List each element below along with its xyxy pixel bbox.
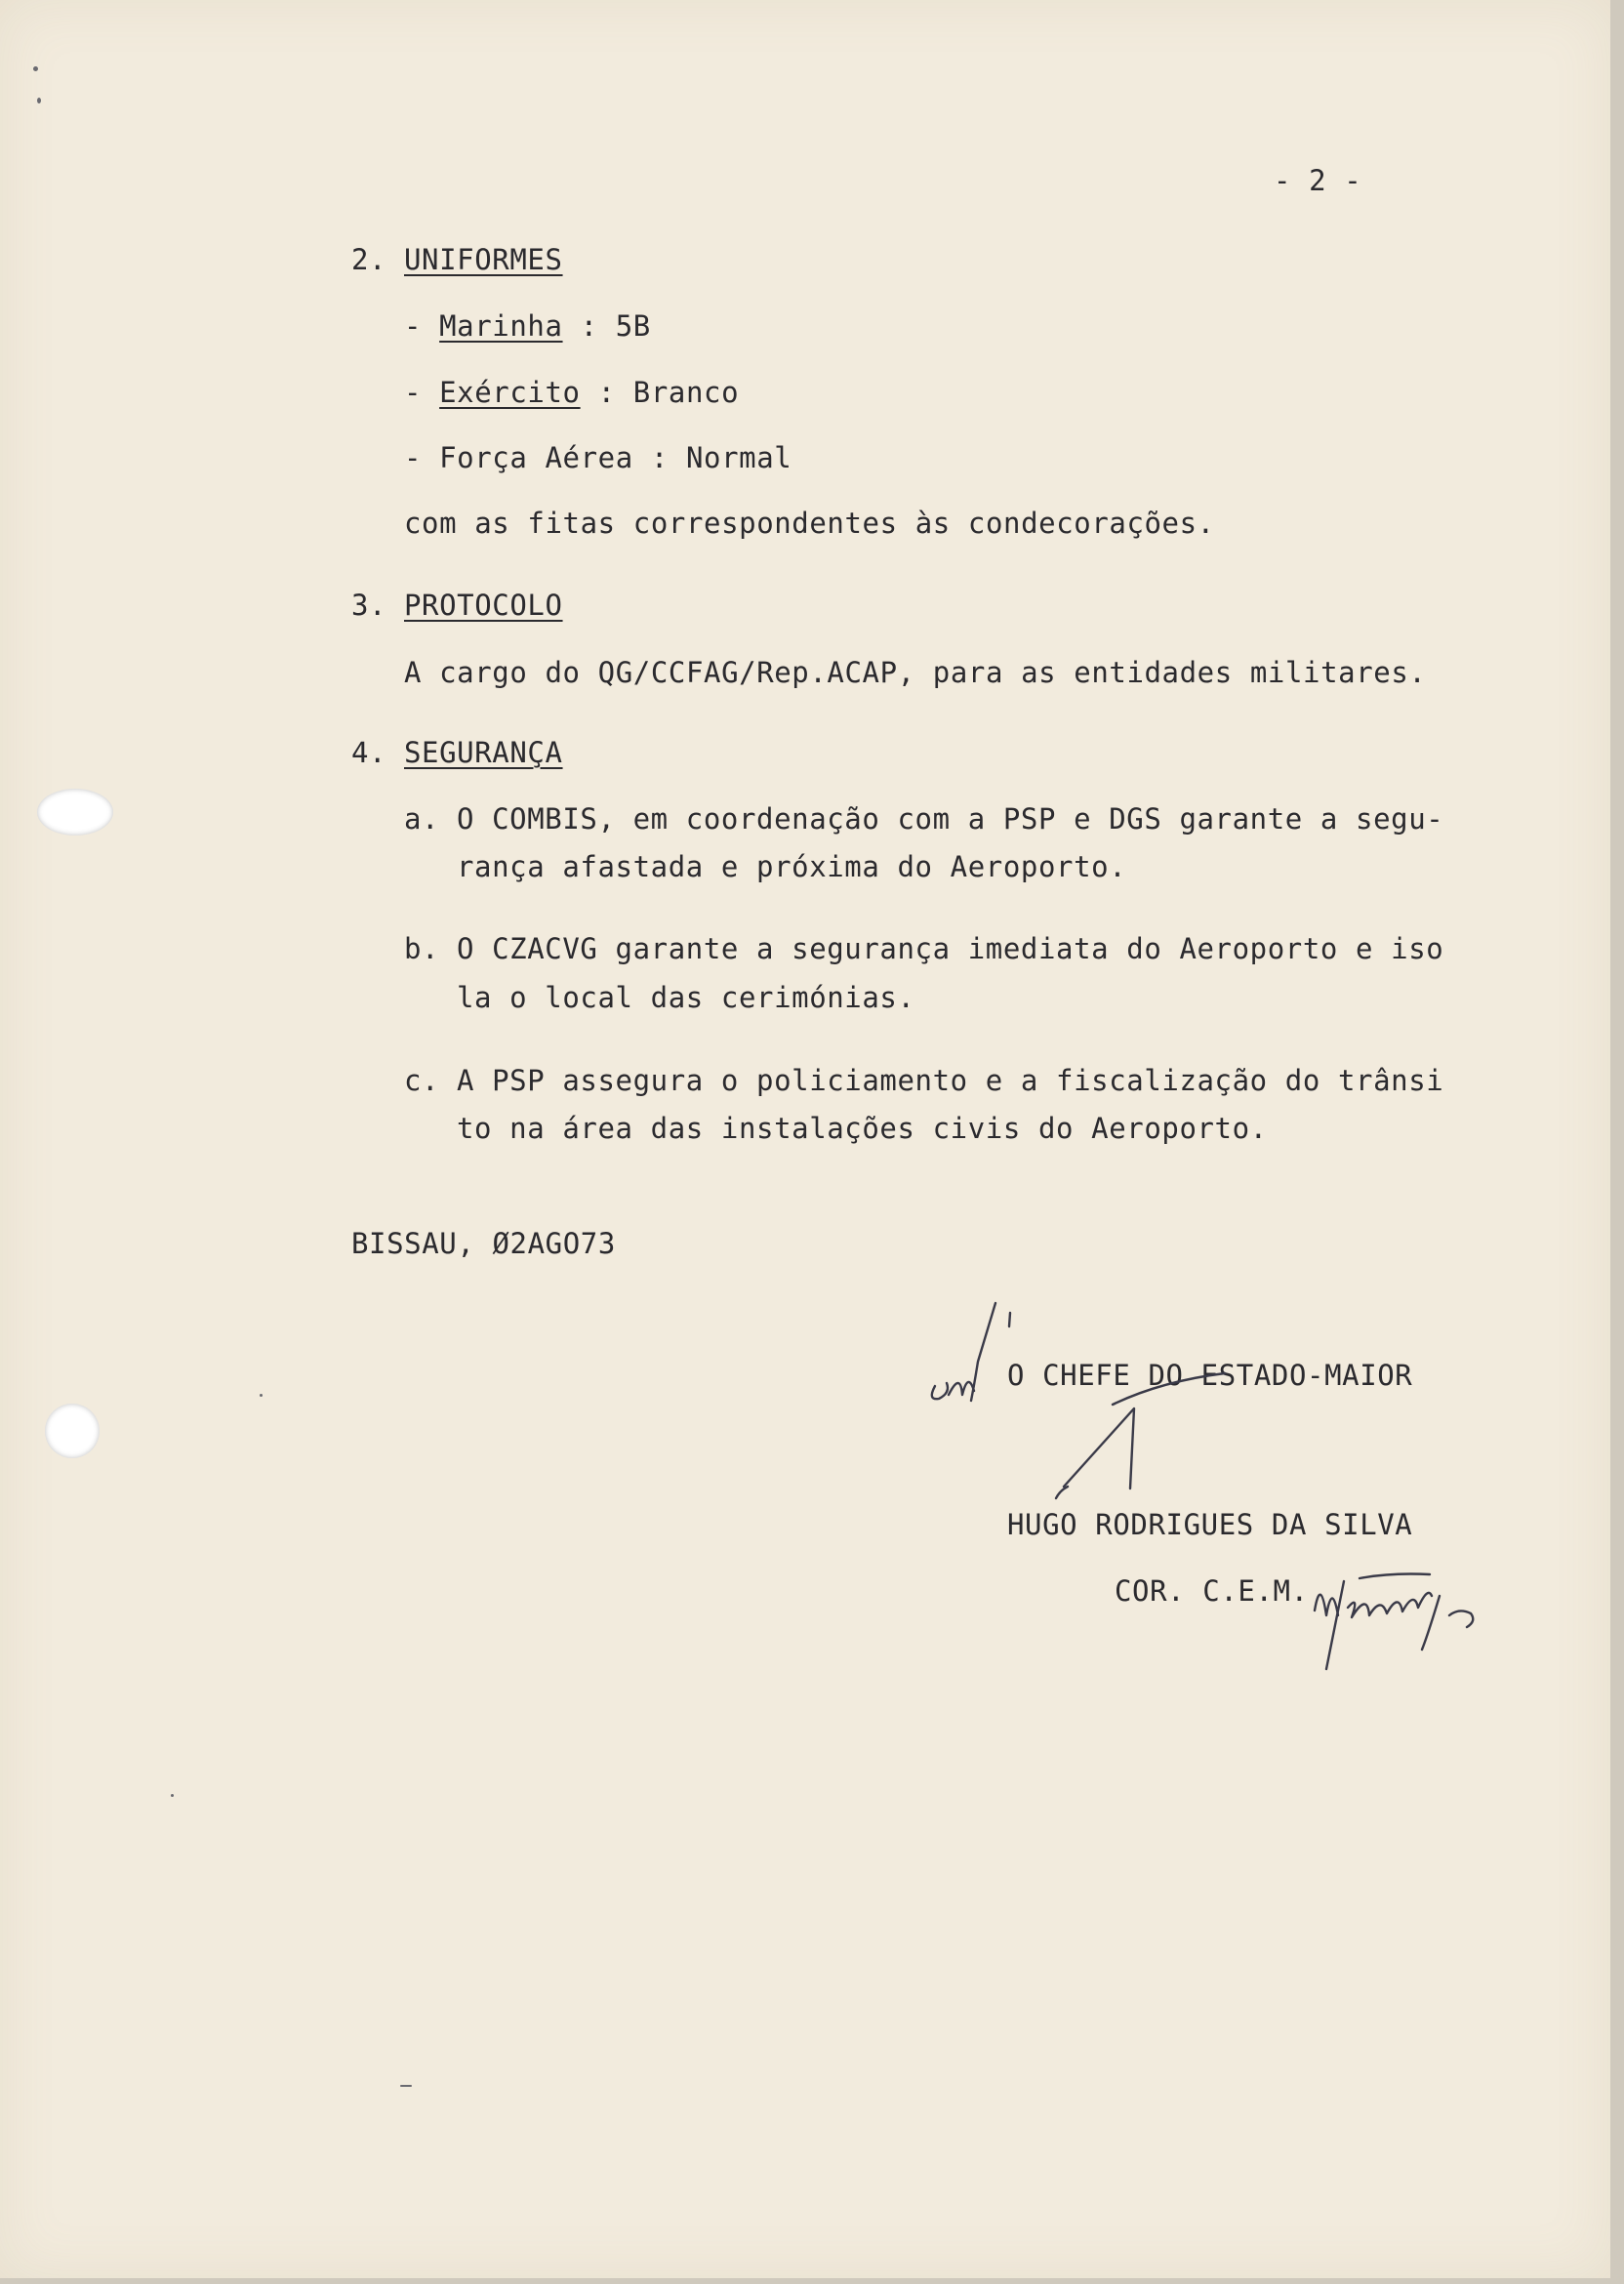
signature-stroke-chief [1054,1362,1279,1508]
uniform-item-forca-aerea [404,441,792,474]
place-date: BISSAU, Ø2AGO73 [351,1227,616,1260]
speck [260,1394,263,1397]
seguranca-item-letter: a. [404,802,440,836]
uniform-branch: Força Aérea [439,441,633,474]
punch-hole-top [37,789,113,836]
separator: : [650,441,669,474]
speck [37,98,41,103]
separator: : [580,309,598,343]
dash: - [404,376,423,409]
seguranca-item-a-line1: O COMBIS, em coordenação com a PSP e DGS garante a segu- [457,802,1444,836]
uniform-branch: Exército [439,376,581,409]
speck [171,1794,174,1797]
signature-handwriting [1313,1557,1537,1684]
section-number-protocolo: 3. [351,589,387,622]
uniform-item-exercito [404,376,739,409]
seguranca-item-letter: b. [404,932,440,965]
signature-name: HUGO RODRIGUES DA SILVA [1007,1508,1413,1541]
seguranca-item-b-line2: la o local das cerimónias. [457,981,915,1014]
seguranca-item-c-line2: to na área das instalações civis do Aeroporto. [457,1112,1268,1145]
seguranca-item-letter: c. [404,1064,440,1097]
punch-hole-bottom [45,1404,100,1458]
section-number-uniformes: 2. [351,243,387,276]
uniform-branch: Marinha [439,309,563,343]
speck [400,2085,412,2087]
protocolo-text: A cargo do QG/CCFAG/Rep.ACAP, para as entidades militares. [404,656,1427,689]
uniform-value: Branco [632,376,740,409]
seguranca-item-c-line1: A PSP assegura o policiamento e a fiscalização do trânsi [457,1064,1444,1097]
signature-rank: COR. C.E.M. [1115,1574,1309,1608]
seguranca-item-b-line1: O CZACVG garante a segurança imediata do Aeroporto e iso [457,932,1444,965]
speck [33,66,38,71]
uniformes-note: com as fitas correspondentes às condecorações. [404,507,1215,540]
initials-handwriting [917,1293,1015,1410]
section-heading-seguranca: SEGURANÇA [404,736,563,769]
dash: - [404,441,423,474]
page-number: - 2 - [1274,164,1362,197]
uniform-item-marinha [404,309,651,343]
section-number-seguranca: 4. [351,736,387,769]
dash: - [404,309,423,343]
separator: : [597,376,616,409]
uniform-value: 5B [615,309,651,343]
signature-title: O CHEFE DO ESTADO-MAIOR [1007,1359,1413,1392]
section-heading-uniformes: UNIFORMES [404,243,563,276]
section-heading-protocolo: PROTOCOLO [404,589,563,622]
seguranca-item-a-line2: rança afastada e próxima do Aeroporto. [457,850,1127,883]
uniform-value: Normal [685,441,792,474]
